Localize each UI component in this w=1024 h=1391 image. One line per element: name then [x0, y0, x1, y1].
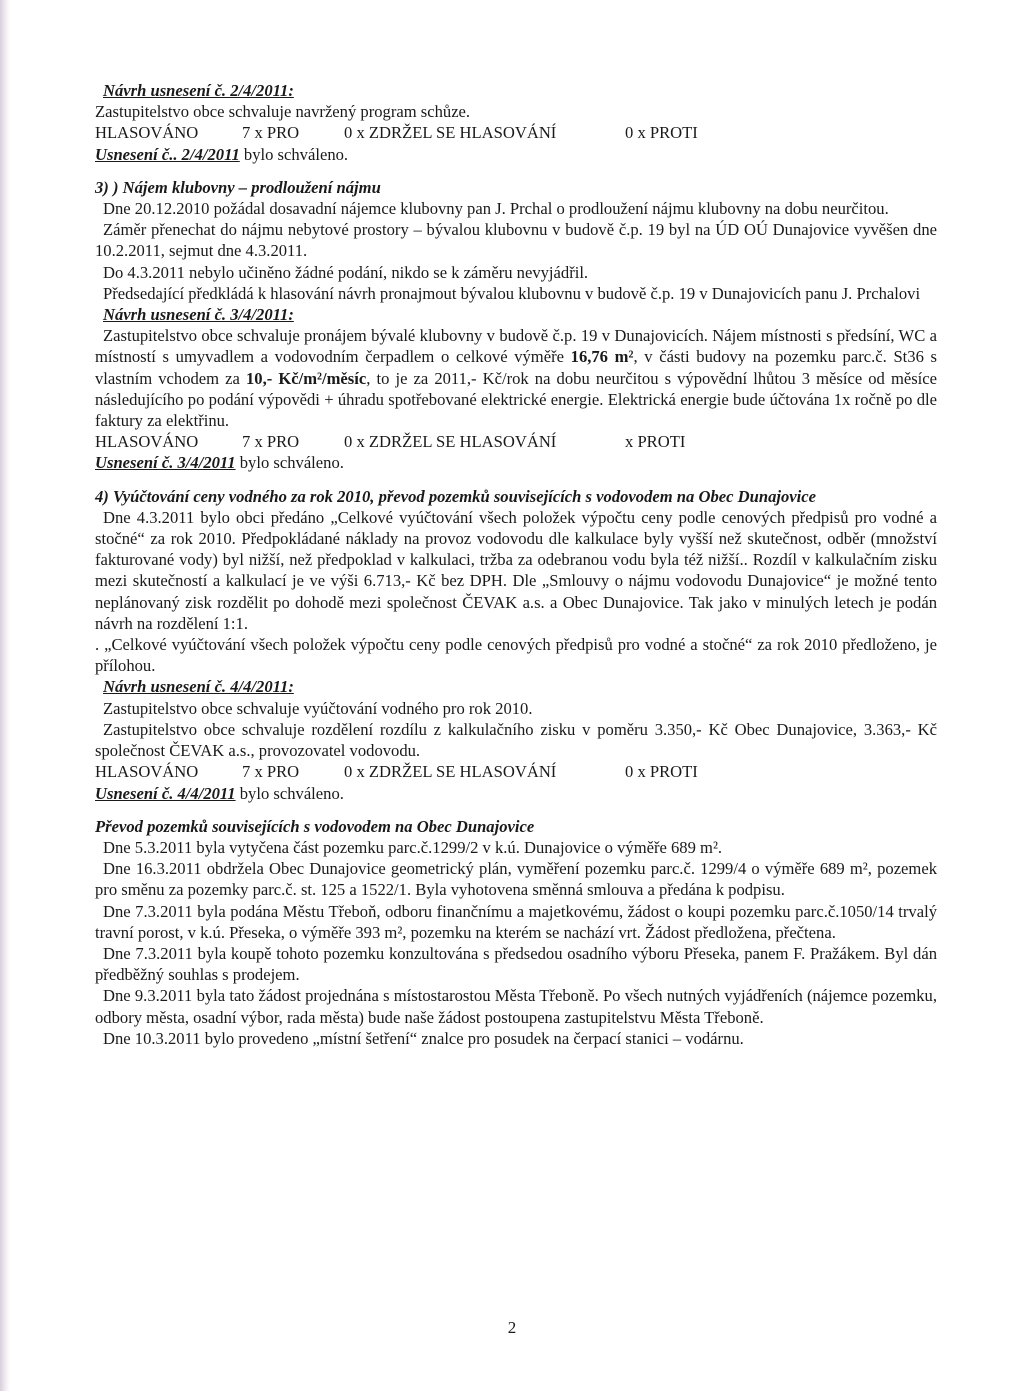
- resolution-label: Usnesení č. 4/4/2011: [95, 783, 236, 803]
- motion-text: Zastupitelstvo obce schvaluje pronájem bývalé klubovny v budově č.p. 19 v Dunajovicích. Nájem místnosti s předsíní, WC a místností s umyvadlem a vodovodním čerpadlem o celkové výměře 16,76 m², v části budovy na pozemku parc.č. St36 s vlastním vchodem za 10,- Kč/m²/měsíc, to je za 2011,- Kč/rok na dobu neurčitou s výpovědní lhůtou 3 měsíce od měsíce následujícího po podání výpovědi + úhradu spotřebované elektrické energie. Elektrická energie bude účtována 1x ročně po dle faktury za elektřinu.: [95, 326, 938, 431]
- paragraph: Do 4.3.2011 nebylo učiněno žádné podání, nikdo se k záměru nevyjádřil.: [103, 262, 589, 282]
- paragraph: Dne 20.12.2010 požádal dosavadní nájemce klubovny pan J. Prchal o prodloužení nájmu klubovny na dobu neurčitou.: [103, 199, 889, 219]
- vote-row: [95, 122, 937, 143]
- area-value: 16,76 m²: [570, 347, 634, 367]
- motion-label: Návrh usnesení č. 4/4/2011:: [103, 677, 294, 697]
- scan-edge-shadow: [0, 0, 10, 1391]
- section-heading: Převod pozemků souvisejících s vodovodem na Obec Dunajovice: [95, 816, 535, 836]
- resolution-text: bylo schváleno.: [243, 144, 349, 164]
- vote-label: HLASOVÁNO: [95, 762, 199, 782]
- motion-text: Zastupitelstvo obce schvaluje navržený program schůze.: [95, 102, 471, 122]
- resolution-label: Usnesení č.. 2/4/2011: [95, 144, 240, 164]
- paragraph: Dne 5.3.2011 byla vytyčena část pozemku parc.č.1299/2 v k.ú. Dunajovice o výměře 689 m².: [103, 837, 723, 857]
- section-heading: 4) Vyúčtování ceny vodného za rok 2010, převod pozemků souvisejících s vodovodem na Obec Dunajovice: [95, 486, 816, 506]
- motion-text: Zastupitelstvo obce schvaluje rozdělení rozdílu z kalkulačního zisku v poměru 3.350,- Kč Obec Dunajovice, 3.363,- Kč společnost ČEVAK a.s., provozovatel vodovodu.: [95, 719, 937, 761]
- motion-label: Návrh usnesení č. 2/4/2011:: [103, 81, 294, 100]
- vote-against: x PROTI: [625, 432, 686, 452]
- paragraph: Dne 9.3.2011 byla tato žádost projednána s místostarostou Města Třeboně. Po všech nutných vyjádřeních (nájemce pozemku, odbory města, osadní výbor, rada města) bude naše žádost postoupena zastupitelstvu Města Třeboně.: [95, 986, 937, 1027]
- resolution-text: bylo schváleno.: [239, 453, 344, 473]
- page-number: 2: [507, 1318, 517, 1337]
- paragraph: Dne 4.3.2011 bylo obci předáno „Celkové vyúčtování všech položek výpočtu ceny podle cenových předpisů pro vodné a stočné“ za rok 2010. Předpokládané náklady na provoz vodovodu dle kalkulace byly vyšší než skutečnost, odběr (množství fakturované vody) byl nižší, než předpoklad v kalkulaci, tržba za odebranou vodu byla též nižší.. Rozdíl v kalkulačním zisku mezi skutečností a kalkulací je ve výši 6.713,- Kč bez DPH. Dle „Smlouvy o nájmu vodovodu Dunajovice“ je možné tento neplánovaný zisk rozdělit po dohodě mezi společnost ČEVAK a.s. a Obec Dunajovice. Tak jako v minulých letech je podán návrh na rozdělení 1:1.: [95, 507, 937, 633]
- vote-abstain: 0 x ZDRŽEL SE HLASOVÁNÍ: [344, 432, 557, 452]
- price-value: 10,- Kč/m²/měsíc: [245, 368, 367, 388]
- resolution: [95, 144, 937, 165]
- vote-abstain: 0 x ZDRŽEL SE HLASOVÁNÍ: [344, 123, 557, 143]
- vote-pro: 7 x PRO: [242, 432, 300, 452]
- resolution-label: Usnesení č. 3/4/2011: [95, 453, 236, 473]
- document-body: [95, 80, 937, 1049]
- section-heading: 3) ) Nájem klubovny – prodloužení nájmu: [95, 177, 381, 197]
- paragraph: Dne 7.3.2011 byla koupě tohoto pozemku konzultována s předsedou osadního výboru Přeseka, panem F. Pražákem. Byl dán předběžný souhlas s prodejem.: [95, 943, 937, 985]
- motion-text: Zastupitelstvo obce schvaluje vyúčtování vodného pro rok 2010.: [103, 698, 533, 718]
- paragraph: Předsedající předkládá k hlasování návrh pronajmout bývalou klubovnu v budově č.p. 19 v Dunajovicích panu J. Prchalovi: [103, 283, 921, 303]
- paragraph: Záměr přenechat do nájmu nebytové prostory – bývalou klubovnu v budově č.p. 19 byl na ÚD OÚ Dunajovice vyvěšen dne 10.2.2011, sejmut dne 4.3.2011.: [95, 220, 937, 261]
- vote-label: HLASOVÁNO: [95, 123, 199, 143]
- vote-against: 0 x PROTI: [625, 123, 698, 143]
- vote-against: 0 x PROTI: [625, 762, 698, 782]
- paragraph: . „Celkové vyúčtování všech položek výpočtu ceny podle cenových předpisů pro vodné a stočné“ za rok 2010 předloženo, je přílohou.: [95, 635, 937, 676]
- paragraph: Dne 7.3.2011 byla podána Městu Třeboň, odboru finančnímu a majetkovému, žádost o koupi pozemku parc.č.1050/14 trvalý travní porost, v k.ú. Přeseka, o výměře 393 m², pozemku na kterém se nachází vrt. Žádost předložena, přečtena.: [95, 901, 937, 942]
- vote-pro: 7 x PRO: [242, 762, 300, 782]
- vote-row: [95, 761, 937, 782]
- paragraph: Dne 16.3.2011 obdržela Obec Dunajovice geometrický plán, vyměření pozemku parc.č. 1299/4 o výměře 689 m², pozemek pro směnu za pozemky parc.č. st. 125 a 1522/1. Byla vyhotovena směnná smlouva a předána k podpisu.: [95, 859, 937, 900]
- motion-label: Návrh usnesení č. 3/4/2011:: [103, 305, 294, 325]
- vote-abstain: 0 x ZDRŽEL SE HLASOVÁNÍ: [344, 762, 557, 782]
- resolution: [95, 783, 937, 804]
- vote-row: [95, 431, 937, 452]
- vote-label: HLASOVÁNO: [95, 432, 199, 452]
- paragraph: Dne 10.3.2011 bylo provedeno „místní šetření“ znalce pro posudek na čerpací stanici – vodárnu.: [103, 1028, 744, 1048]
- resolution: [95, 452, 937, 473]
- vote-pro: 7 x PRO: [242, 123, 300, 143]
- resolution-text: bylo schváleno.: [239, 783, 344, 803]
